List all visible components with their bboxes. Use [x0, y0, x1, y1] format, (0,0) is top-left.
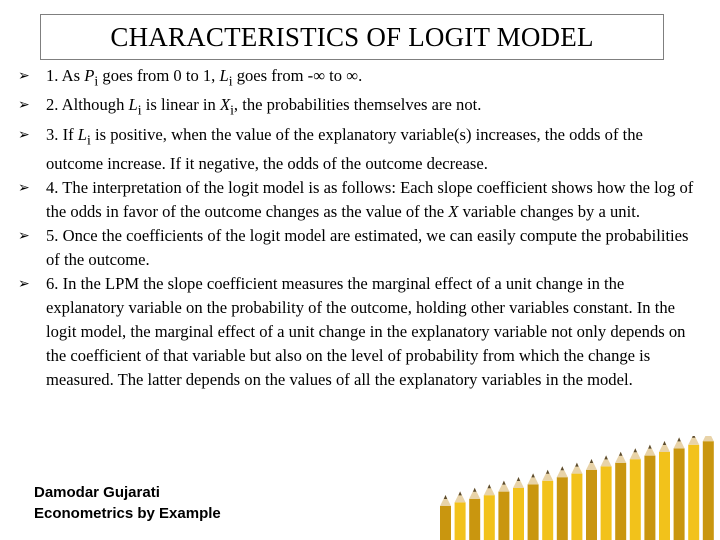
- bullet-text: goes from -∞ to ∞.: [232, 66, 363, 85]
- arrow-bullet-icon: ➢: [18, 97, 30, 114]
- math-var: X: [219, 95, 231, 115]
- bullet-text: is linear in: [141, 95, 220, 115]
- arrow-bullet-icon: ➢: [18, 126, 30, 143]
- title-box: [40, 14, 664, 60]
- bullet-list: [18, 64, 702, 392]
- bullet-text: 3. If: [46, 124, 78, 144]
- math-var: L: [219, 66, 229, 85]
- math-sub: i: [137, 102, 142, 118]
- pencil-shape: [601, 455, 612, 540]
- pencil-shape: [674, 437, 685, 540]
- pencil-shape: [498, 481, 509, 540]
- book-title: Econometrics by Example: [34, 505, 221, 522]
- arrow-bullet-icon: ➢: [18, 275, 30, 292]
- bullet-text: , the probabilities themselves are not.: [233, 95, 482, 115]
- bullet-text: 5. Once the coefficients of the logit model are estimated, we can easily compute the probabilities of the outcome.: [46, 225, 689, 269]
- math-sub: i: [228, 73, 233, 89]
- bullet-item-1: [18, 64, 702, 93]
- pencil-shape: [542, 470, 553, 540]
- bullet-text: is positive, when the value of the explanatory variable(s) increases, the odds of the outcome increase. If it negative, the odds of the outcome decrease.: [46, 124, 643, 173]
- pencil-shape: [528, 473, 539, 540]
- bullet-item-4: [18, 176, 702, 224]
- math-var: L: [128, 95, 138, 115]
- pencil-shape: [513, 477, 524, 540]
- pencil-shape: [644, 445, 655, 540]
- math-var: L: [77, 124, 88, 144]
- bullet-text: 6. In the LPM the slope coefficient measures the marginal effect of a unit change in the explanatory variable on the probability of the outcome, holding other variables constant. In the logit model, the marginal effect of a unit change in the explanatory variable not only depends on the coefficient of that variable but also on the level of probability from which the change is measured. The latter depends on the values of all the explanatory variables in the model.: [46, 273, 686, 389]
- bullet-text: 4. The interpretation of the logit model is as follows: Each slope coefficient shows how the log of the odds in favor of the outcome changes as the value of the: [46, 177, 694, 221]
- bullet-text: variable changes by a unit.: [458, 201, 640, 221]
- pencil-shape: [659, 441, 670, 540]
- bullet-item-5: [18, 224, 702, 272]
- author-name: Damodar Gujarati: [34, 484, 160, 501]
- math-sub: i: [87, 131, 91, 147]
- pencil-shape: [615, 452, 626, 540]
- math-var: P: [84, 66, 95, 85]
- arrow-bullet-icon: ➢: [18, 68, 30, 84]
- pencil-shape: [557, 466, 568, 540]
- math-sub: i: [94, 73, 99, 89]
- pencil-shape: [630, 448, 641, 540]
- pencil-shape: [469, 488, 480, 540]
- bullet-item-2: [18, 93, 702, 122]
- pencils-illustration: [436, 436, 720, 540]
- pencil-shape: [484, 484, 495, 540]
- pencil-shape: [703, 436, 714, 540]
- credit-block: [34, 482, 221, 524]
- math-var: X: [448, 201, 459, 221]
- bullet-item-6: [18, 272, 702, 392]
- arrow-bullet-icon: ➢: [18, 227, 30, 244]
- pencil-shape: [586, 459, 597, 540]
- math-sub: i: [230, 102, 234, 118]
- bullet-text: 2. Although: [46, 95, 129, 115]
- pencil-shape: [440, 495, 451, 540]
- pencil-shape: [571, 463, 582, 540]
- bullet-item-3: [18, 123, 702, 176]
- pencil-shape: [455, 491, 466, 540]
- pencil-shape: [688, 436, 699, 540]
- arrow-bullet-icon: ➢: [18, 179, 30, 196]
- bullet-text: 1. As: [46, 66, 85, 85]
- bullet-text: goes from 0 to 1,: [98, 66, 220, 85]
- page-title: CHARACTERISTICS OF LOGIT MODEL: [110, 21, 594, 52]
